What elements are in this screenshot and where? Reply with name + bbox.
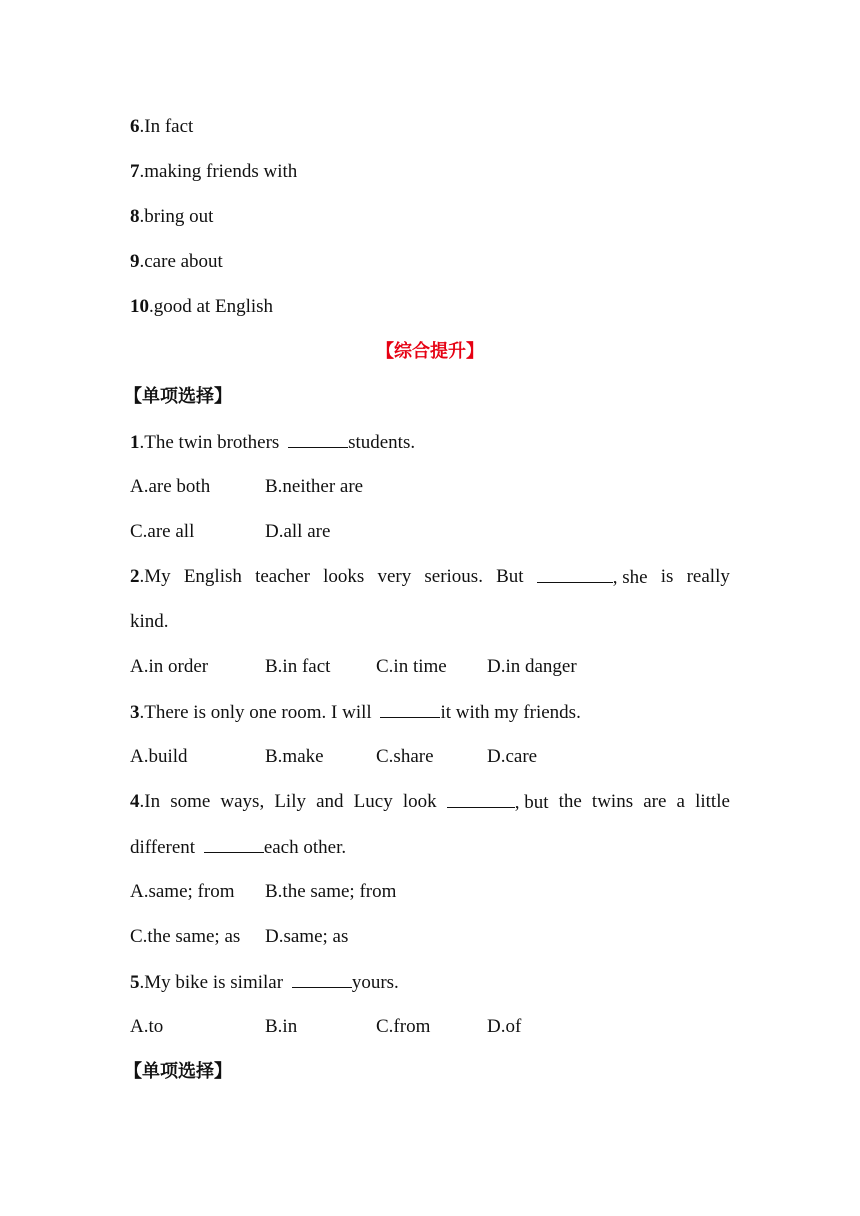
word: and	[316, 791, 344, 812]
option-b[interactable]: B.make	[265, 746, 324, 767]
option-a[interactable]: A.in order	[130, 656, 209, 677]
question-text: different	[130, 837, 200, 858]
word: .My	[139, 566, 171, 587]
option-b[interactable]: B.in fact	[265, 656, 331, 677]
q1-options-row1	[130, 474, 364, 500]
question-1	[130, 429, 415, 456]
option-c[interactable]: C.share	[376, 746, 434, 767]
option-d[interactable]: D.care	[487, 746, 538, 767]
question-text: yours.	[351, 972, 399, 993]
word: some	[170, 791, 211, 812]
option-a[interactable]: A.to	[130, 1016, 164, 1037]
question-text	[130, 564, 171, 591]
q5-options	[130, 1014, 730, 1040]
q4-options-row2	[130, 924, 349, 950]
answer-number: 9	[130, 251, 140, 272]
answer-blank[interactable]	[288, 429, 348, 448]
answer-8	[130, 204, 213, 230]
answer-text: .making friends with	[139, 161, 298, 182]
option-c[interactable]: C.from	[376, 1016, 431, 1037]
option-c[interactable]: C.in time	[376, 656, 447, 677]
blank-group	[447, 789, 549, 816]
answer-10	[130, 294, 273, 320]
option-b[interactable]: B.the same; from	[265, 881, 397, 902]
answer-text: .good at English	[149, 296, 274, 317]
subsection-title: 【单项选择】	[124, 386, 232, 407]
answer-text: .bring out	[139, 206, 214, 227]
answer-text: .In fact	[139, 116, 194, 137]
question-5	[130, 969, 399, 996]
blank-group	[537, 564, 648, 591]
word: ways,	[220, 791, 265, 812]
question-4-line1	[130, 789, 730, 816]
answer-text: .care about	[139, 251, 223, 272]
answer-blank[interactable]	[447, 789, 515, 808]
answer-number: 10	[130, 296, 149, 317]
question-text: .The twin brothers	[139, 432, 285, 453]
word: looks	[323, 566, 365, 587]
word: serious.	[424, 566, 483, 587]
answer-blank[interactable]	[292, 969, 352, 988]
question-2-line1	[130, 564, 730, 591]
word: English	[183, 566, 242, 587]
question-text: .There is only one room. I will	[139, 702, 377, 723]
option-d[interactable]: D.all are	[265, 521, 331, 542]
answer-7	[130, 159, 297, 185]
option-c[interactable]: C.the same; as	[130, 926, 241, 947]
option-b[interactable]: B.in	[265, 1016, 298, 1037]
word: Lucy	[353, 791, 393, 812]
word: little	[695, 791, 730, 812]
word: really	[686, 566, 730, 587]
answer-blank[interactable]	[204, 834, 264, 853]
option-c[interactable]: C.are all	[130, 521, 195, 542]
answer-6	[130, 114, 193, 140]
word: is	[660, 566, 674, 587]
question-text	[130, 789, 160, 816]
word: look	[402, 791, 437, 812]
word: , she	[612, 567, 648, 588]
question-3	[130, 699, 581, 726]
q3-options	[130, 744, 730, 770]
option-d[interactable]: D.same; as	[265, 926, 349, 947]
question-text: students.	[348, 432, 416, 453]
question-number: 1	[130, 432, 140, 453]
question-2-line2: kind.	[130, 611, 169, 632]
question-number: 4	[130, 791, 140, 812]
question-text: .My bike is similar	[139, 972, 288, 993]
answer-number: 6	[130, 116, 140, 137]
word: are	[643, 791, 667, 812]
word: a	[676, 791, 685, 812]
word: twins	[591, 791, 634, 812]
word: teacher	[255, 566, 310, 587]
option-a[interactable]: A.are both	[130, 476, 211, 497]
question-number: 5	[130, 972, 140, 993]
answer-number: 8	[130, 206, 140, 227]
answer-blank[interactable]	[537, 564, 613, 583]
answer-number: 7	[130, 161, 140, 182]
question-number: 2	[130, 566, 140, 587]
q4-options-row1	[130, 879, 397, 905]
answer-9	[130, 249, 223, 275]
question-number: 3	[130, 702, 140, 723]
option-b[interactable]: B.neither are	[265, 476, 364, 497]
question-text: it with my friends.	[440, 702, 581, 723]
q2-options	[130, 654, 730, 680]
word: But	[496, 566, 524, 587]
answer-blank[interactable]	[380, 699, 440, 718]
option-d[interactable]: D.of	[487, 1016, 522, 1037]
word: very	[377, 566, 412, 587]
word: , but	[514, 792, 549, 813]
word: the	[558, 791, 582, 812]
option-a[interactable]: A.build	[130, 746, 188, 767]
word: Lily	[274, 791, 306, 812]
question-4-line2	[130, 834, 346, 861]
question-text: each other.	[263, 837, 347, 858]
word: .In	[139, 791, 161, 812]
q1-options-row2	[130, 519, 331, 545]
option-d[interactable]: D.in danger	[487, 656, 577, 677]
option-a[interactable]: A.same; from	[130, 881, 235, 902]
section-title: 【综合提升】	[376, 341, 484, 362]
bottom-subsection-title: 【单项选择】	[124, 1061, 232, 1082]
